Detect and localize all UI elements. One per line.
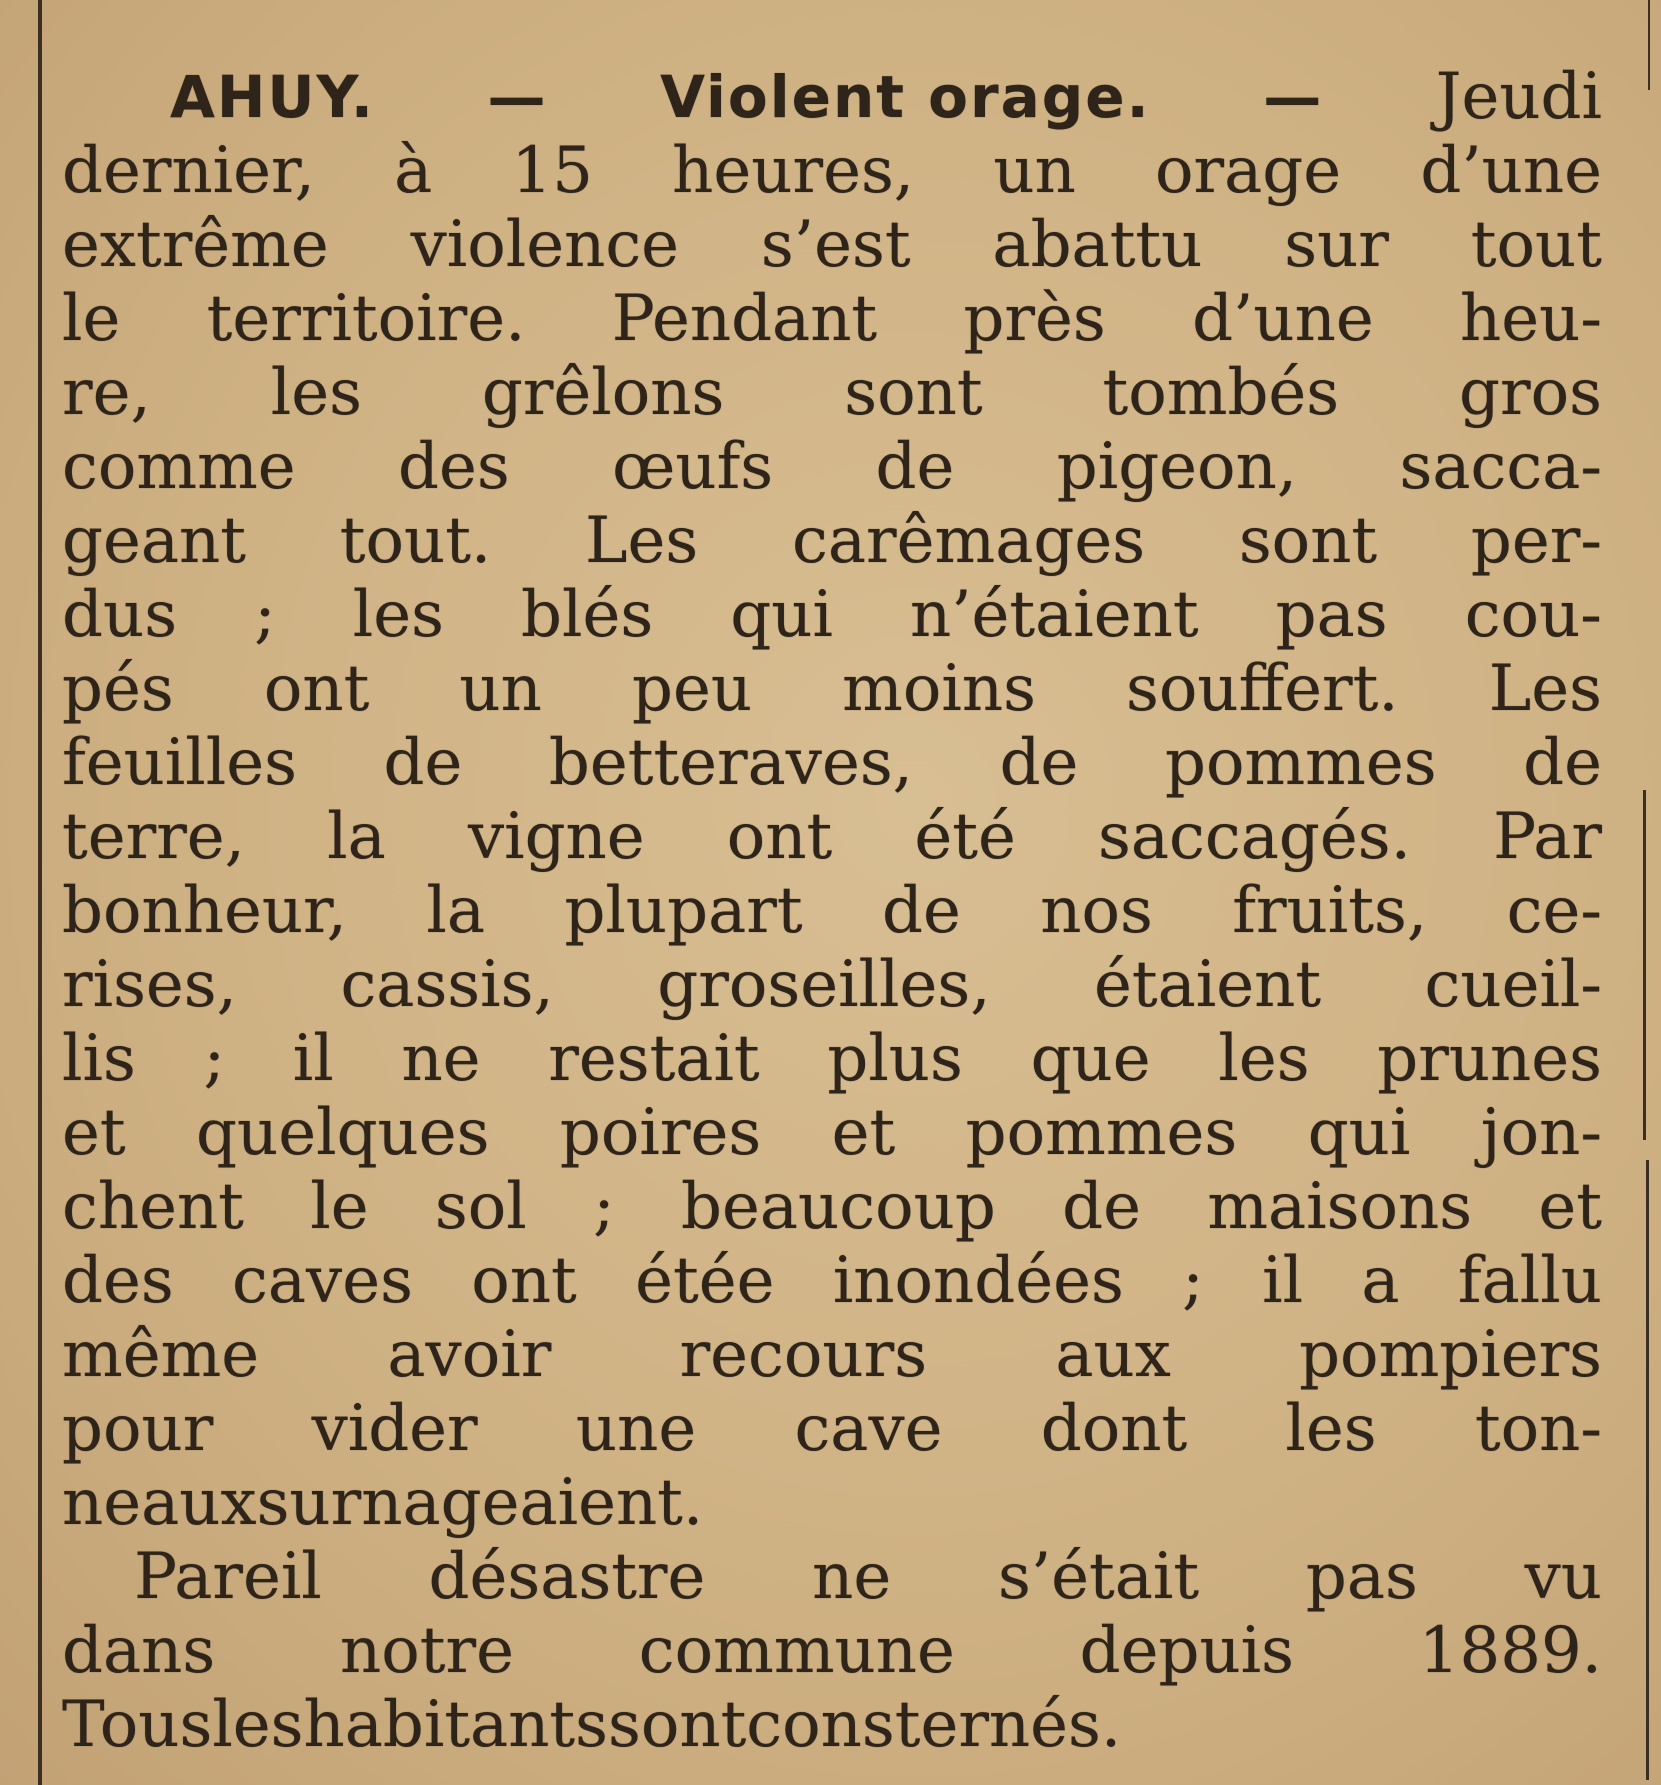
article-word: dans bbox=[62, 1614, 216, 1688]
article-word: betteraves, bbox=[548, 726, 913, 800]
article-word: une bbox=[575, 1392, 697, 1466]
article-word: cave bbox=[794, 1392, 943, 1466]
article-word: carêmages bbox=[792, 504, 1146, 578]
article-line bbox=[62, 948, 1602, 1022]
article-word: ton- bbox=[1474, 1392, 1602, 1466]
article-line bbox=[62, 1244, 1602, 1318]
article-word: 1889. bbox=[1418, 1614, 1602, 1688]
article-word: gros bbox=[1459, 356, 1602, 430]
article-word: jon- bbox=[1480, 1096, 1602, 1170]
article-word: recours bbox=[679, 1318, 928, 1392]
article-word: ont bbox=[263, 652, 370, 726]
article-word: abattu bbox=[992, 208, 1203, 282]
article-word: sur bbox=[1284, 208, 1389, 282]
article-word: sont bbox=[1238, 504, 1378, 578]
article-word: geant bbox=[62, 504, 246, 578]
article-word: caves bbox=[232, 1244, 413, 1318]
article-word: s’est bbox=[760, 208, 911, 282]
column-rule-right-top bbox=[1648, 0, 1650, 90]
article-word: re, bbox=[62, 356, 151, 430]
article-word: poires bbox=[559, 1096, 762, 1170]
article-word: cou- bbox=[1464, 578, 1602, 652]
article-word: 15 bbox=[511, 134, 593, 208]
article-body bbox=[62, 60, 1602, 1762]
article-word: dont bbox=[1040, 1392, 1188, 1466]
article-word: de bbox=[875, 430, 955, 504]
column-rule-right-bottom bbox=[1646, 1160, 1649, 1780]
article-word: et bbox=[62, 1096, 126, 1170]
article-word: orage bbox=[1155, 134, 1342, 208]
article-word: il bbox=[1262, 1244, 1304, 1318]
article-word: d’une bbox=[1192, 282, 1374, 356]
article-word: de bbox=[881, 874, 961, 948]
article-line bbox=[62, 1096, 1602, 1170]
article-word: neaux bbox=[62, 1466, 257, 1540]
article-word: beaucoup bbox=[681, 1170, 996, 1244]
article-word: d’une bbox=[1420, 134, 1602, 208]
article-line bbox=[62, 726, 1602, 800]
article-word: ont bbox=[726, 800, 833, 874]
article-word: pompiers bbox=[1299, 1318, 1602, 1392]
article-word: qui bbox=[1307, 1096, 1411, 1170]
article-word: Les bbox=[585, 504, 699, 578]
article-word: blés bbox=[521, 578, 654, 652]
article-word: vigne bbox=[467, 800, 645, 874]
article-word: le bbox=[310, 1170, 369, 1244]
article-word: œufs bbox=[612, 430, 774, 504]
article-word: Tous bbox=[62, 1688, 213, 1762]
article-word: à bbox=[394, 134, 433, 208]
article-word: peu bbox=[631, 652, 753, 726]
article-word: vu bbox=[1524, 1540, 1602, 1614]
article-word: pommes bbox=[1164, 726, 1437, 800]
article-word: tout bbox=[1470, 208, 1602, 282]
article-line bbox=[62, 800, 1602, 874]
article-word: été bbox=[914, 800, 1016, 874]
article-word: un bbox=[993, 134, 1076, 208]
article-word: un bbox=[459, 652, 542, 726]
article-word: fruits, bbox=[1232, 874, 1428, 948]
article-word: depuis bbox=[1079, 1614, 1294, 1688]
article-word: notre bbox=[340, 1614, 514, 1688]
article-word: et bbox=[1538, 1170, 1602, 1244]
article-word: ; bbox=[1182, 1244, 1204, 1318]
article-word: de bbox=[999, 726, 1079, 800]
article-word: grêlons bbox=[481, 356, 725, 430]
article-word: cueil- bbox=[1424, 948, 1602, 1022]
article-line bbox=[62, 430, 1602, 504]
article-word: les bbox=[352, 578, 444, 652]
article-line bbox=[62, 1170, 1602, 1244]
article-word: pommes bbox=[965, 1096, 1238, 1170]
article-word: Jeudi bbox=[1435, 60, 1602, 134]
article-word: prunes bbox=[1377, 1022, 1602, 1096]
article-line bbox=[62, 1392, 1602, 1466]
article-line bbox=[62, 652, 1602, 726]
article-word: terre, bbox=[62, 800, 245, 874]
article-word: n’étaient bbox=[909, 578, 1199, 652]
article-word: ; bbox=[203, 1022, 226, 1096]
article-word: maisons bbox=[1207, 1170, 1473, 1244]
article-word: de bbox=[1062, 1170, 1141, 1244]
article-word: groseilles, bbox=[657, 948, 991, 1022]
article-word: cassis, bbox=[340, 948, 554, 1022]
article-word: moins bbox=[842, 652, 1036, 726]
article-word: Par bbox=[1493, 800, 1602, 874]
article-word: habitants bbox=[303, 1688, 608, 1762]
article-line bbox=[62, 1614, 1602, 1688]
article-line bbox=[62, 134, 1602, 208]
article-word: per- bbox=[1470, 504, 1602, 578]
article-word: ne bbox=[401, 1022, 481, 1096]
article-word: de bbox=[1523, 726, 1602, 800]
article-word: des bbox=[62, 1244, 174, 1318]
article-word: même bbox=[62, 1318, 260, 1392]
article-word: les bbox=[1218, 1022, 1310, 1096]
article-line bbox=[62, 1688, 1602, 1762]
article-word: fallu bbox=[1457, 1244, 1602, 1318]
article-word: pigeon, bbox=[1056, 430, 1298, 504]
article-word: et bbox=[831, 1096, 896, 1170]
article-word: commune bbox=[638, 1614, 955, 1688]
article-word: pour bbox=[62, 1392, 214, 1466]
article-word: extrême bbox=[62, 208, 329, 282]
article-line bbox=[62, 208, 1602, 282]
article-word: de bbox=[383, 726, 463, 800]
article-word: des bbox=[398, 430, 510, 504]
column-rule-left bbox=[38, 0, 42, 1785]
article-word: aux bbox=[1055, 1318, 1171, 1392]
article-word: qui bbox=[730, 578, 833, 652]
article-word: désastre bbox=[428, 1540, 706, 1614]
headline-dash: — bbox=[487, 63, 548, 131]
article-word: sol bbox=[434, 1170, 527, 1244]
article-word: surnageaient. bbox=[256, 1466, 704, 1540]
article-word: il bbox=[292, 1022, 334, 1096]
article-word: plus bbox=[827, 1022, 963, 1096]
article-line bbox=[62, 356, 1602, 430]
article-word: le bbox=[62, 282, 121, 356]
article-word: Les bbox=[1488, 652, 1602, 726]
article-word: sont bbox=[844, 356, 983, 430]
article-word: a bbox=[1361, 1244, 1400, 1318]
article-word: ce- bbox=[1506, 874, 1602, 948]
article-word: sont bbox=[607, 1688, 747, 1762]
article-word: chent bbox=[62, 1170, 244, 1244]
article-word: pas bbox=[1305, 1540, 1418, 1614]
article-word: avoir bbox=[387, 1318, 552, 1392]
article-word: la bbox=[327, 800, 386, 874]
article-heading-line bbox=[62, 60, 1602, 134]
article-word: rises, bbox=[62, 948, 237, 1022]
article-word: ne bbox=[812, 1540, 892, 1614]
article-word: près bbox=[963, 282, 1106, 356]
article-word: sacca- bbox=[1399, 430, 1602, 504]
article-word: consternés. bbox=[746, 1688, 1122, 1762]
article-line bbox=[62, 874, 1602, 948]
article-word: plupart bbox=[564, 874, 803, 948]
article-word: souffert. bbox=[1126, 652, 1399, 726]
article-line bbox=[62, 1466, 1602, 1540]
article-word: ; bbox=[593, 1170, 615, 1244]
article-word: pas bbox=[1275, 578, 1388, 652]
article-word: que bbox=[1030, 1022, 1151, 1096]
article-word: Pareil bbox=[134, 1540, 322, 1614]
article-word: comme bbox=[62, 430, 296, 504]
article-word: feuilles bbox=[62, 726, 297, 800]
article-line bbox=[62, 504, 1602, 578]
article-word: étée bbox=[635, 1244, 775, 1318]
article-word: violence bbox=[410, 208, 680, 282]
article-word: ; bbox=[254, 578, 276, 652]
article-word: s’était bbox=[997, 1540, 1200, 1614]
column-rule-right-middle bbox=[1643, 790, 1646, 1140]
article-line bbox=[62, 1022, 1602, 1096]
article-word: tombés bbox=[1102, 356, 1340, 430]
article-line bbox=[62, 1318, 1602, 1392]
article-word: restait bbox=[548, 1022, 760, 1096]
headline-dash: — bbox=[1263, 63, 1324, 131]
article-word: vider bbox=[311, 1392, 478, 1466]
article-line bbox=[62, 1540, 1602, 1614]
article-word: pés bbox=[62, 652, 174, 726]
article-word: inondées bbox=[832, 1244, 1124, 1318]
article-word: la bbox=[426, 874, 485, 948]
article-word: heures, bbox=[672, 134, 915, 208]
article-word: quelques bbox=[196, 1096, 490, 1170]
article-word: tout. bbox=[339, 504, 492, 578]
article-word: les bbox=[212, 1688, 304, 1762]
article-word: bonheur, bbox=[62, 874, 347, 948]
article-word: les bbox=[270, 356, 362, 430]
article-word: Pendant bbox=[611, 282, 878, 356]
article-word: territoire. bbox=[206, 282, 526, 356]
article-word: les bbox=[1285, 1392, 1377, 1466]
headline-title: Violent orage. bbox=[660, 63, 1151, 131]
article-word: saccagés. bbox=[1098, 800, 1411, 874]
article-line bbox=[62, 282, 1602, 356]
article-word: heu- bbox=[1460, 282, 1602, 356]
article-word: nos bbox=[1040, 874, 1153, 948]
article-line bbox=[62, 578, 1602, 652]
article-word: lis bbox=[62, 1022, 136, 1096]
headline-place: AHUY. bbox=[170, 63, 375, 131]
article-word: dernier, bbox=[62, 134, 315, 208]
article-word: dus bbox=[62, 578, 178, 652]
article-word: ont bbox=[471, 1244, 577, 1318]
article-word: étaient bbox=[1094, 948, 1322, 1022]
